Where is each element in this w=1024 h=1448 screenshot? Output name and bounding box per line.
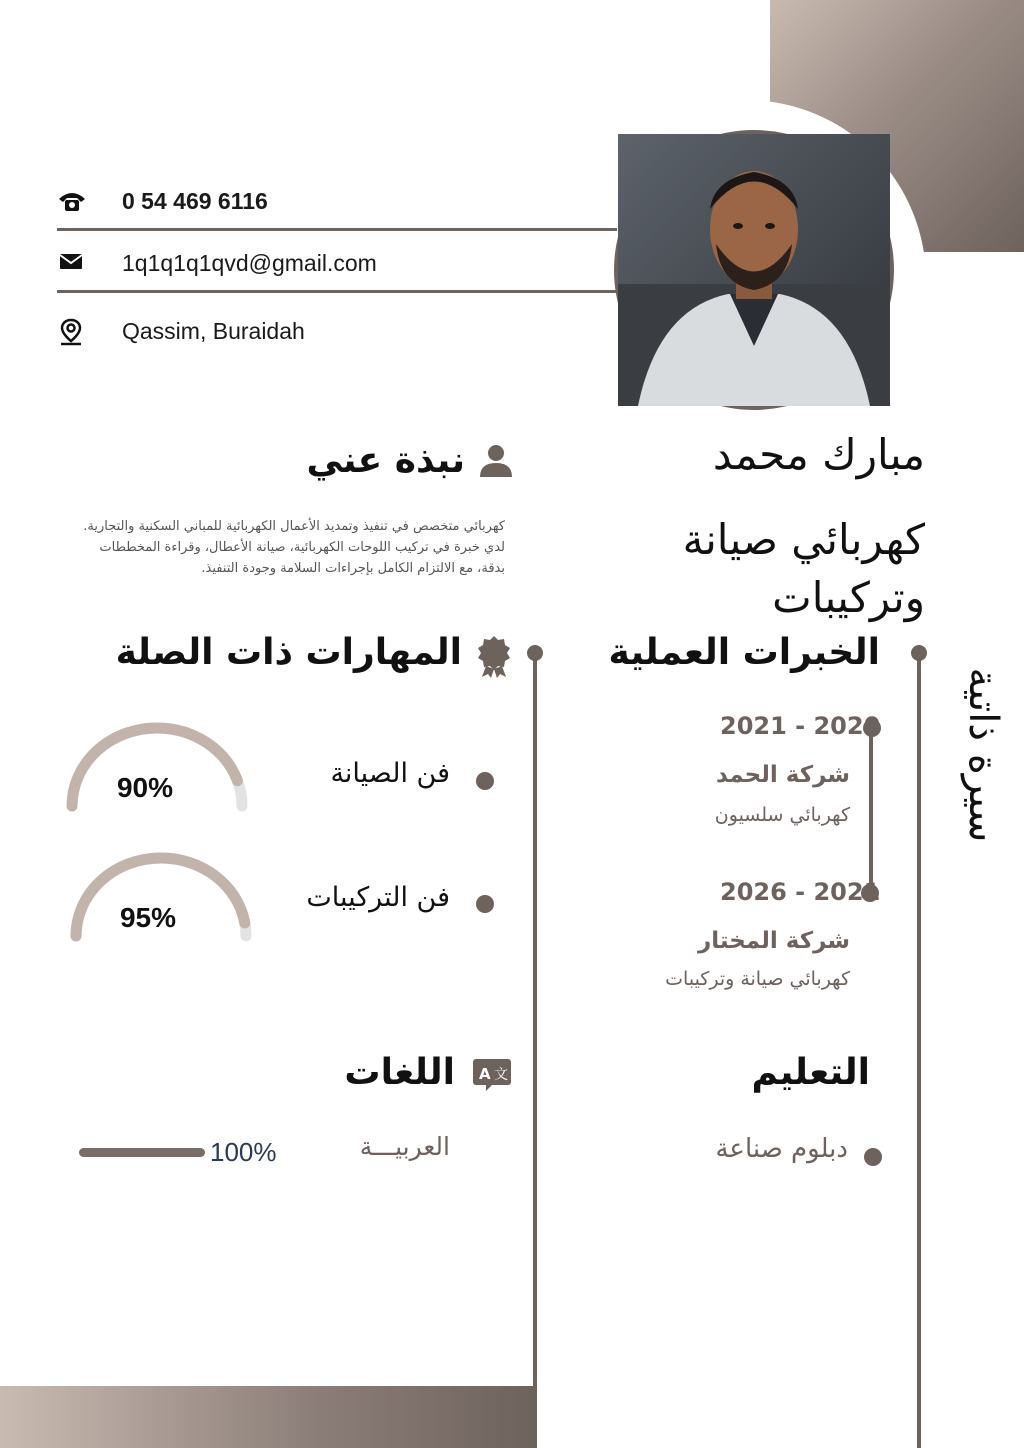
language-bar-fill [79,1148,205,1157]
experience-company: شركة المختار [697,928,850,954]
languages-heading: اللغات [344,1052,455,1093]
experience-years: 2021 - 2020 [720,712,881,740]
skill-label: فن الصيانة [330,758,450,789]
about-line: كهربائي متخصص في تنفيذ وتمديد الأعمال الكهربائية للمباني السكنية والتجارية. [83,519,505,534]
experience-connector [869,728,873,893]
experience-company: شركة الحمد [715,762,850,788]
email-icon [59,252,83,270]
language-percent: 100% [210,1137,277,1167]
phone-icon [57,190,87,212]
side-title-text: سيرة ذاتية [960,667,1006,843]
skills-heading: المهارات ذات الصلة [115,632,462,673]
skill-bullet [476,895,494,913]
experience-role: كهربائي صيانة وتركيبات [665,968,850,990]
education-heading: التعليم [751,1052,870,1093]
language-bar-track [79,1148,205,1157]
contact-divider [57,228,617,231]
skill-label: فن التركيبات [306,882,450,913]
contact-divider [57,290,617,293]
profile-photo [614,130,894,410]
skill-percent: 90% [116,772,174,803]
job-title-line1: كهربائي صيانة [682,515,925,564]
education-bullet [864,1148,882,1166]
about-text [20,516,505,579]
award-badge-icon [476,634,512,678]
about-heading: نبذة عني [306,440,465,481]
svg-text:文: 文 [494,1067,508,1083]
svg-text:A: A [479,1065,491,1083]
timeline-dot [911,645,927,661]
experience-heading: الخبرات العملية [608,632,880,673]
language-label: العربيـــة [359,1132,450,1161]
about-line: بدقة، مع الالتزام الكامل بإجراءات السلامة وجودة التنفيذ. [201,561,505,576]
job-title-line2: وتركيبات [772,573,925,622]
skill-gauge [62,718,252,822]
phone-number[interactable]: 0 54 469 6116 [122,188,268,214]
person-name: مبارك محمد [712,430,925,479]
skill-bullet [476,772,494,790]
timeline-line-right [917,652,921,1448]
experience-years: 2026 - 2021 [720,878,881,906]
skill-percent: 95% [119,902,177,933]
corner-decoration-bottom [0,1386,537,1448]
location-pin-icon [58,318,84,346]
timeline-dot [527,645,543,661]
location-text: Qassim, Buraidah [122,318,305,344]
side-title [930,640,1006,870]
skill-gauge [66,848,256,952]
experience-role: كهربائي سلسيون [714,804,850,826]
email-address[interactable]: 1q1q1q1qvd@gmail.com [122,250,377,276]
education-item: دبلوم صناعة [715,1134,848,1164]
about-line: لدي خبرة في تركيب اللوحات الكهربائية، صيانة الأعطال، وقراءة المخططات [99,540,505,555]
translate-icon [472,1058,512,1092]
user-icon [478,443,514,479]
timeline-line-left [533,652,537,1448]
